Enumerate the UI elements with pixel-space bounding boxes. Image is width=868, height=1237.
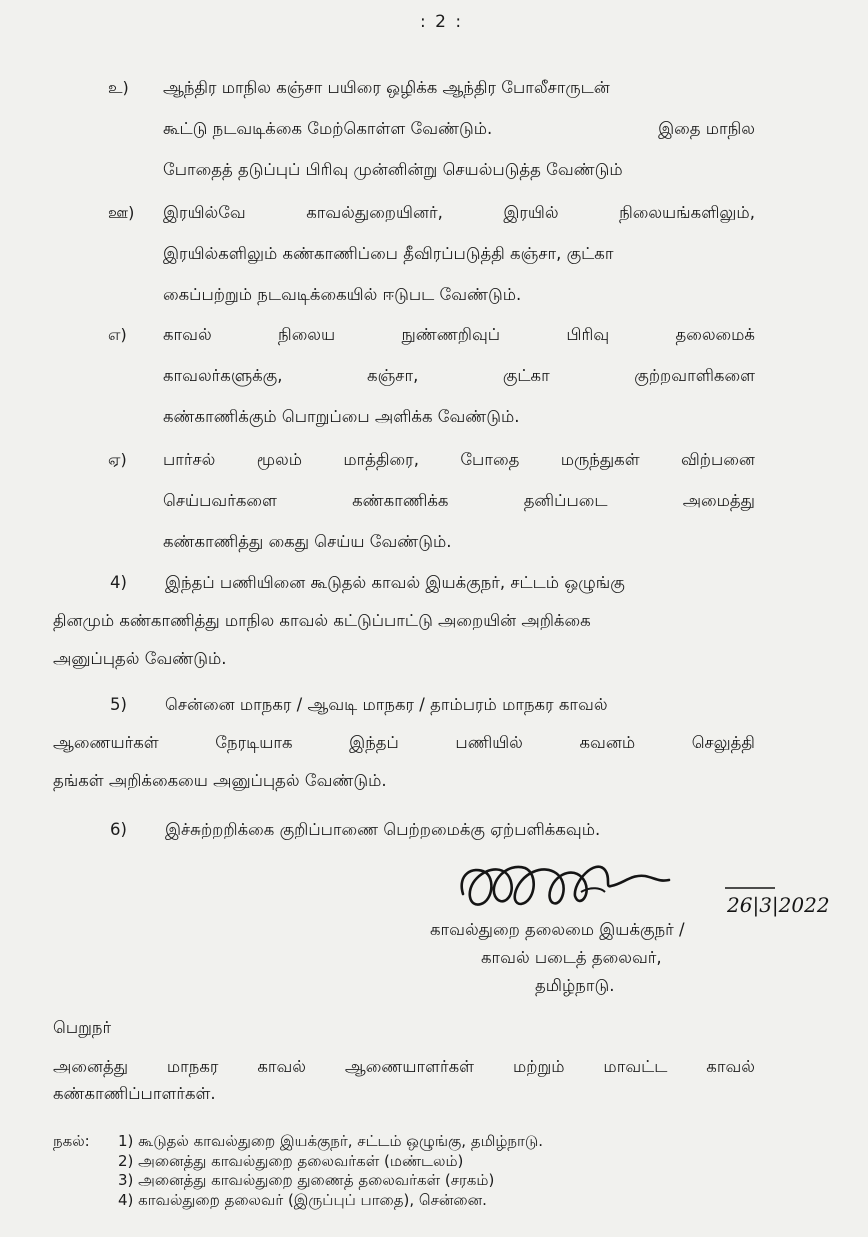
word: தினமும் கண்காணித்து மாநில காவல் கட்டுப்பாட்டு அறையின் அறிக்கை <box>53 611 591 630</box>
copy-item: 1) கூடுதல் காவல்துறை இயக்குநர், சட்டம் ஒழுங்கு, தமிழ்நாடு. <box>118 1132 544 1150</box>
sub-item-line <box>163 119 755 139</box>
word: இந்தப் பணியினை கூடுதல் காவல் இயக்குநர், சட்டம் ஒழுங்கு <box>165 573 625 592</box>
word: இரயில்களிலும் கண்காணிப்பை தீவிரப்படுத்தி கஞ்சா, குட்கா <box>163 244 614 263</box>
word: குட்கா <box>502 366 550 385</box>
sub-item-marker: உ) <box>108 78 129 97</box>
word: காவல்துறையினர், <box>306 203 443 222</box>
word: போதை <box>460 450 520 469</box>
word: பார்சல் <box>163 450 216 469</box>
word: சென்னை மாநகர / ஆவடி மாநகர / தாம்பரம் மாநகர காவல் <box>165 695 608 714</box>
word: செய்பவர்களை <box>163 491 277 510</box>
copy-item: 3) அனைத்து காவல்துறை துணைத் தலைவர்கள் (சரகம்) <box>118 1171 495 1189</box>
designation-line-2: காவல் படைத் தலைவர், <box>481 948 662 967</box>
word: தலைமைக் <box>675 325 755 344</box>
word: காவல் <box>706 1057 755 1076</box>
word: நிலைய <box>278 325 336 344</box>
sub-item-line <box>163 450 755 470</box>
sub-item-line <box>163 78 610 98</box>
paragraph-line <box>53 611 591 631</box>
word: ஆணையாளர்கள் <box>344 1057 475 1076</box>
sub-item-line <box>163 407 520 427</box>
paragraph-first-line <box>165 820 600 840</box>
word: இரயில்வே <box>163 203 246 222</box>
word: இதை மாநில <box>658 119 755 138</box>
word: இந்தப் <box>349 733 399 752</box>
sub-item-line <box>163 244 613 264</box>
paragraph-number: 4) <box>110 573 127 592</box>
signature-image <box>455 852 865 922</box>
recipient-line-2: கண்காணிப்பாளர்கள். <box>53 1084 216 1103</box>
sub-item-marker: ஏ) <box>108 450 127 469</box>
word: இரயில் <box>503 203 559 222</box>
paragraph-line <box>53 649 226 669</box>
word: ஆந்திர மாநில கஞ்சா பயிரை ஒழிக்க ஆந்திர போலீசாருடன் <box>163 78 610 97</box>
word: கவனம் <box>579 733 636 752</box>
word: மற்றும் <box>512 1057 565 1076</box>
word: தங்கள் அறிக்கையை அனுப்புதல் வேண்டும். <box>53 771 387 790</box>
word: மருந்துகள் <box>560 450 640 469</box>
word: கண்காணிக்கும் பொறுப்பை அளிக்க வேண்டும். <box>163 407 520 426</box>
page-number: : 2 : <box>420 12 464 32</box>
recipient-heading: பெறுநர் <box>53 1018 112 1037</box>
sub-item-line <box>163 366 755 386</box>
sub-item-line <box>163 160 623 180</box>
sub-item-line <box>163 532 452 552</box>
paragraph-number: 6) <box>110 820 127 839</box>
word: காவலர்களுக்கு, <box>163 366 283 385</box>
sub-item-line <box>163 491 755 511</box>
word: மாவட்ட <box>603 1057 668 1076</box>
sub-item-line <box>163 325 755 345</box>
word: கைப்பற்றும் நடவடிக்கையில் ஈடுபட வேண்டும். <box>163 285 522 304</box>
word: செலுத்தி <box>691 733 755 752</box>
word: கண்காணிக்க <box>352 491 449 510</box>
sub-item-line <box>163 285 521 305</box>
word: அமைத்து <box>682 491 755 510</box>
word: மூலம் <box>256 450 302 469</box>
paragraph-number: 5) <box>110 695 127 714</box>
word: அனைத்து <box>53 1057 129 1076</box>
word: கூட்டு நடவடிக்கை மேற்கொள்ள வேண்டும். <box>163 119 493 138</box>
word: நிலையங்களிலும், <box>619 203 755 222</box>
word: இச்சுற்றறிக்கை குறிப்பாணை பெற்றமைக்கு ஏற்பளிக்கவும். <box>165 820 601 839</box>
paragraph-first-line <box>165 573 625 593</box>
word: விற்பனை <box>681 450 755 469</box>
word: மாத்திரை, <box>343 450 419 469</box>
word: நுண்ணறிவுப் <box>401 325 501 344</box>
word: கண்காணித்து கைது செய்ய வேண்டும். <box>163 532 452 551</box>
paragraph-line <box>53 733 755 753</box>
signature-date: 26|3|2022 <box>727 893 830 917</box>
word: தனிப்படை <box>523 491 608 510</box>
word: காவல் <box>163 325 212 344</box>
word: மாநகர <box>166 1057 219 1076</box>
recipient-line-1 <box>53 1057 755 1077</box>
sub-item-line <box>163 203 755 223</box>
designation-line-1: காவல்துறை தலைமை இயக்குநர் / <box>430 920 685 939</box>
word: குற்றவாளிகளை <box>634 366 755 385</box>
word: நேரடியாக <box>215 733 293 752</box>
paragraph-first-line <box>165 695 608 715</box>
word: போதைத் தடுப்புப் பிரிவு முன்னின்று செயல்படுத்த வேண்டும் <box>163 160 623 179</box>
paragraph-line <box>53 771 387 791</box>
word: காவல் <box>257 1057 306 1076</box>
word: பணியில் <box>455 733 523 752</box>
word: பிரிவு <box>566 325 610 344</box>
word: ஆணையர்கள் <box>53 733 159 752</box>
sub-item-marker: ஊ) <box>108 203 135 222</box>
copy-item: 4) காவல்துறை தலைவர் (இருப்புப் பாதை), சென்னை. <box>118 1191 487 1209</box>
sub-item-marker: எ) <box>108 325 127 344</box>
word: அனுப்புதல் வேண்டும். <box>53 649 227 668</box>
copy-item: 2) அனைத்து காவல்துறை தலைவர்கள் (மண்டலம்) <box>118 1152 464 1170</box>
copy-label: நகல்: <box>53 1132 90 1150</box>
designation-line-3: தமிழ்நாடு. <box>535 976 615 995</box>
word: கஞ்சா, <box>367 366 419 385</box>
